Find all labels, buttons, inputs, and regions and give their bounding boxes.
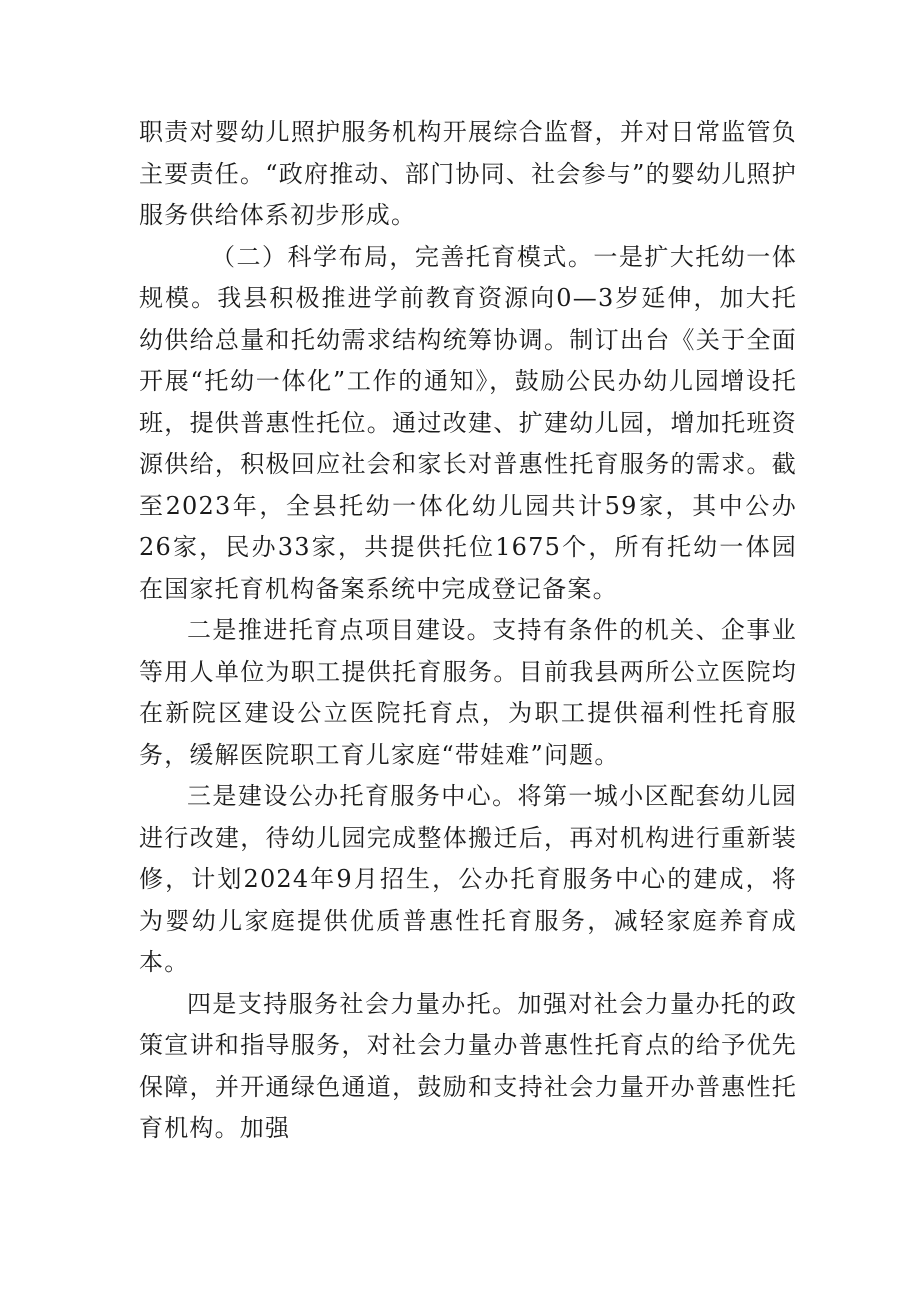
paragraph-1: 职责对婴幼儿照护服务机构开展综合监督，并对日常监管负主要责任。“政府推动、部门协同、社会参与”的婴幼儿照护服务供给体系初步形成。	[139, 118, 797, 229]
paragraph-2: （二）科学布局，完善托育模式。一是扩大托幼一体规模。我县积极推进学前教育资源向0—3岁延伸，加大托幼供给总量和托幼需求结构统筹协调。制订出台《关于全面开展“托幼一体化”工作的通知》，鼓励公民办幼儿园增设托班，提供普惠性托位。通过改建、扩建幼儿园，增加托班资源供给，积极回应社会和家长对普惠性托育服务的需求。截至2023年，全县托幼一体化幼儿园共计59家，其中公办26家，民办33家，共提供托位1675个，所有托幼一体园在国家托育机构备案系统中完成登记备案。	[139, 242, 797, 603]
body-text	[139, 112, 797, 1150]
paragraph-3: 二是推进托育点项目建设。支持有条件的机关、企事业等用人单位为职工提供托育服务。目前我县两所公立医院均在新院区建设公立医院托育点，为职工提供福利性托育服务，缓解医院职工育儿家庭“带娃难”问题。	[139, 616, 797, 769]
paragraph-5: 四是支持服务社会力量办托。加强对社会力量办托的政策宣讲和指导服务，对社会力量办普惠性托育点的给予优先保障，并开通绿色通道，鼓励和支持社会力量开办普惠性托育机构。加强	[139, 989, 797, 1142]
paragraph-4: 三是建设公办托育服务中心。将第一城小区配套幼儿园进行改建，待幼儿园完成整体搬迁后，再对机构进行重新装修，计划2024年9月招生，公办托育服务中心的建成，将为婴幼儿家庭提供优质普惠性托育服务，减轻家庭养育成本。	[139, 782, 797, 976]
